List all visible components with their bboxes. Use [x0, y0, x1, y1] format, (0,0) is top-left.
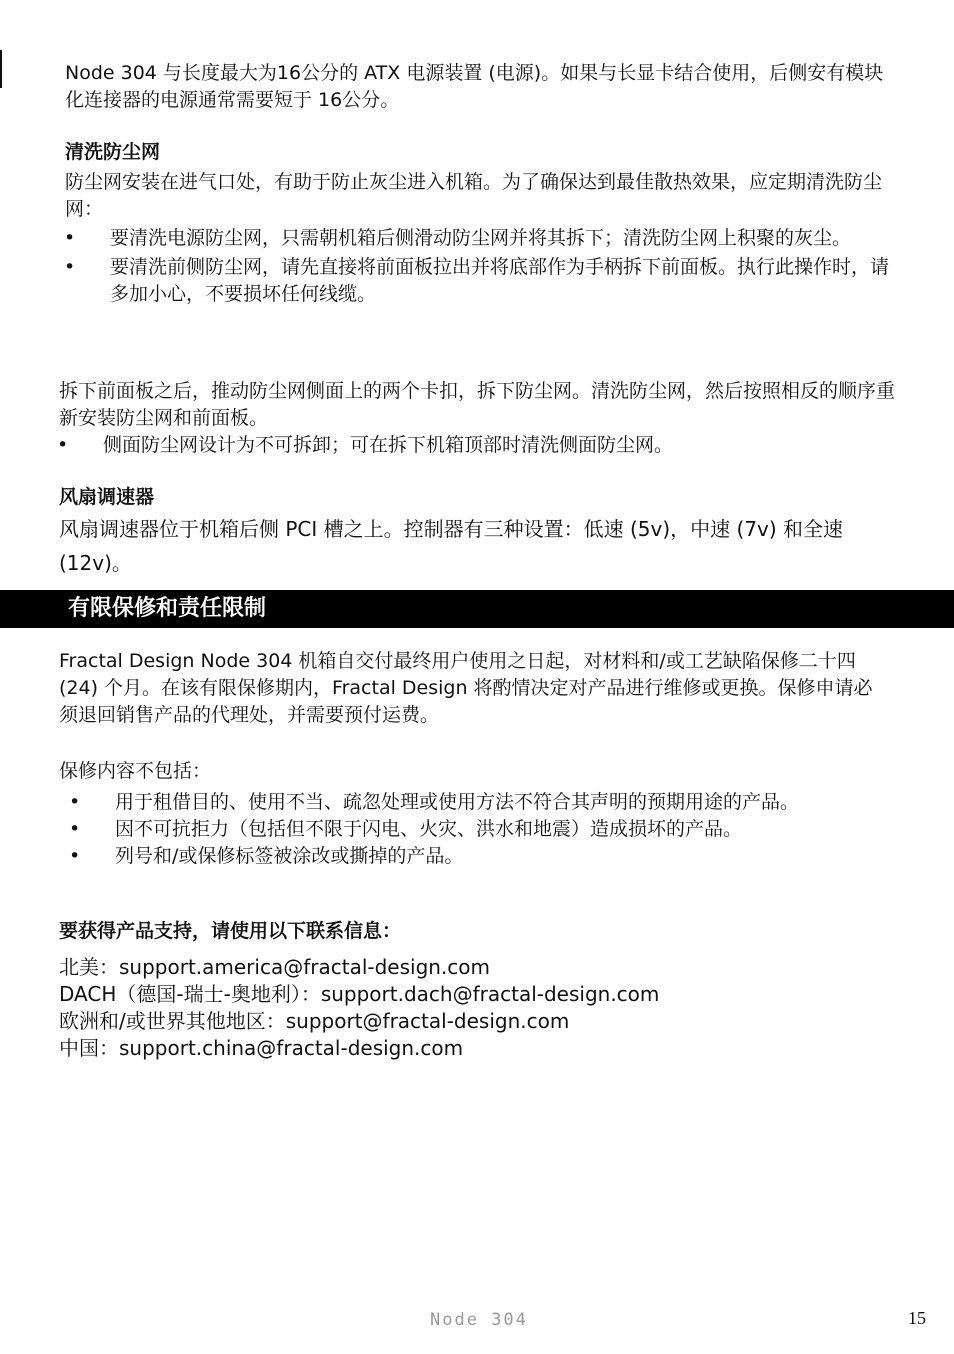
contact-line: 北美：support.america@fractal-design.com: [59, 955, 491, 979]
exclusions-section: [59, 758, 899, 870]
dust-filter-list: [110, 225, 895, 308]
margin-mark: [0, 50, 2, 88]
list-item: • 侧面防尘网设计为不可拆卸；可在拆下机箱顶部时清洗侧面防尘网。: [103, 432, 899, 459]
list-item: • 要清洗前侧防尘网，请先直接将前面板拉出并将底部作为手柄拆下前面板。执行此操作时，请多加小心，不要损坏任何线缆。: [110, 254, 895, 308]
contact-list: [59, 954, 899, 1062]
fan-controller-heading: 风扇调速器: [59, 486, 155, 508]
dust-filter-heading: 清洗防尘网: [65, 141, 161, 163]
contact-line: DACH（德国-瑞士-奥地利）：support.dach@fractal-design.com: [59, 982, 660, 1006]
warranty-banner: [0, 590, 954, 628]
warranty-paragraph: Fractal Design Node 304 机箱自交付最终用户使用之日起，对材料和/或工艺缺陷保修二十四 (24) 个月。在该有限保修期内，Fractal Design 将酌情决定对产品进行维修或更换。保修申请必须退回销售产品的代理处，并需要预付运费。: [59, 650, 873, 726]
list-item: • 要清洗电源防尘网，只需朝机箱后侧滑动防尘网并将其拆下；清洗防尘网上积聚的灰尘。: [110, 225, 895, 252]
dust-filter-followup: [59, 378, 899, 459]
contact-line: 欧洲和/或世界其他地区：support@fractal-design.com: [59, 1009, 570, 1033]
warranty-section: [59, 648, 889, 729]
dust-filter-section: [65, 139, 895, 308]
support-section: [59, 918, 899, 1062]
list-item: • 用于租借目的、使用不当、疏忽处理或使用方法不符合其声明的预期用途的产品。: [115, 789, 899, 816]
exclusions-intro: 保修内容不包括：: [59, 760, 212, 782]
exclusions-list: [115, 789, 899, 870]
dust-filter-paragraph: 防尘网安装在进气口处，有助于防止灰尘进入机箱。为了确保达到最佳散热效果，应定期清洗防尘网：: [65, 171, 883, 220]
fan-controller-section: [59, 484, 904, 580]
intro-section: [65, 60, 895, 114]
intro-text: Node 304 与长度最大为16公分的 ATX 电源装置 (电源)。如果与长显卡结合使用，后侧安有模块化连接器的电源通常需要短于 16公分。: [65, 62, 884, 111]
page-number: 15: [908, 1308, 926, 1328]
fan-controller-text: 风扇调速器位于机箱后侧 PCI 槽之上。控制器有三种设置：低速 (5v)，中速 (7v) 和全速 (12v)。: [59, 517, 844, 575]
contact-line: 中国：support.china@fractal-design.com: [59, 1036, 464, 1060]
support-heading: 要获得产品支持，请使用以下联系信息：: [59, 920, 402, 942]
list-item: • 因不可抗拒力（包括但不限于闪电、火灾、洪水和地震）造成损坏的产品。: [115, 816, 899, 843]
list-item: • 列号和/或保修标签被涂改或撕掉的产品。: [115, 843, 899, 870]
footer-model-name: Node 304: [430, 1310, 528, 1330]
side-filter-list: [103, 432, 899, 459]
dust-filter-paragraph-2: 拆下前面板之后，推动防尘网侧面上的两个卡扣，拆下防尘网。清洗防尘网，然后按照相反的顺序重新安装防尘网和前面板。: [59, 380, 896, 429]
warranty-banner-title: 有限保修和责任限制: [68, 596, 267, 621]
